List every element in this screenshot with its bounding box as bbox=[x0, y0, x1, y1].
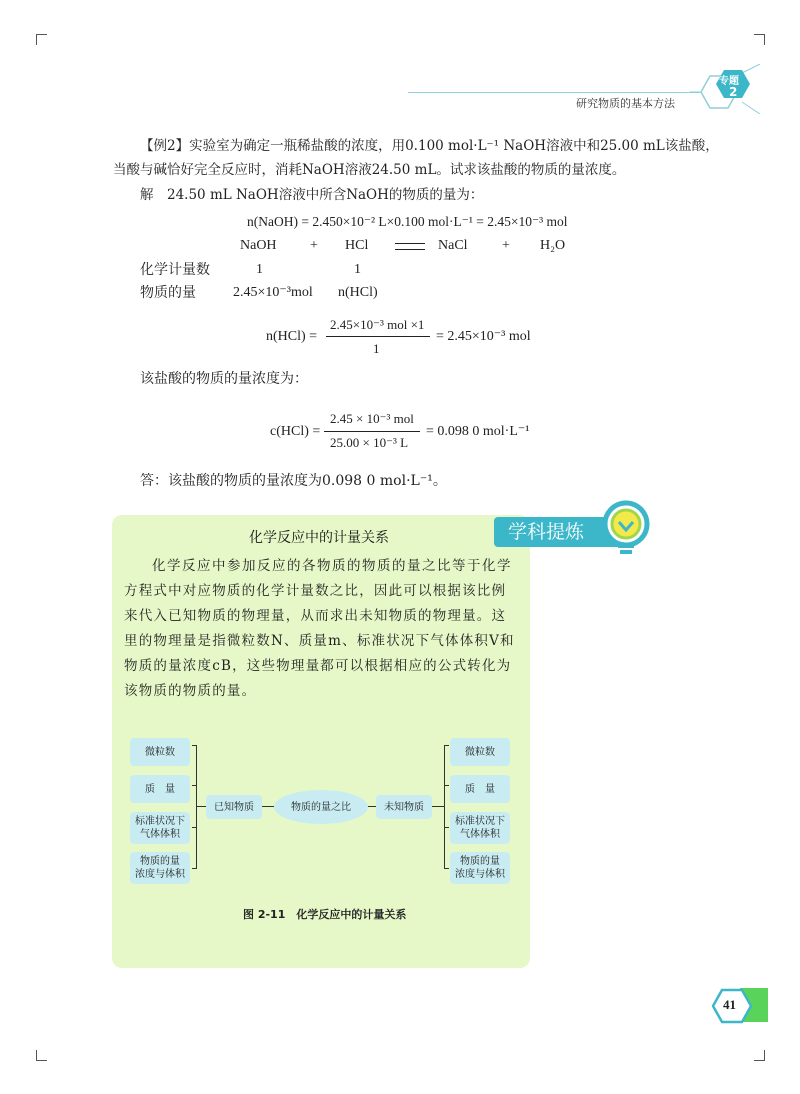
plus-sign-2: + bbox=[502, 238, 510, 253]
right-bracket-tick-2 bbox=[444, 785, 449, 786]
crop-mark-bottom-right bbox=[754, 1050, 765, 1061]
amount-naoh: 2.45×10⁻³mol bbox=[233, 285, 313, 300]
crop-mark-top-left bbox=[36, 34, 47, 45]
right-box-gas-volume: 标准状况下 气体体积 bbox=[450, 812, 510, 844]
left-bracket-tick-4 bbox=[192, 868, 197, 869]
product-nacl: NaCl bbox=[438, 238, 468, 253]
coefficient-hcl: 1 bbox=[354, 262, 361, 277]
right-bracket-tick-1 bbox=[444, 745, 449, 746]
figure-caption: 图 2-11 化学反应中的计量关系 bbox=[243, 908, 407, 921]
known-to-center-line bbox=[262, 806, 274, 807]
coefficient-naoh: 1 bbox=[256, 262, 263, 277]
page-number: 41 bbox=[723, 997, 736, 1012]
right-box-particles: 微粒数 bbox=[450, 738, 510, 766]
coefficient-label: 化学计量数 bbox=[140, 262, 210, 278]
left-bracket-tick-1 bbox=[192, 745, 197, 746]
right-bracket-tick-3 bbox=[444, 827, 449, 828]
panel-title: 化学反应中的计量关系 bbox=[249, 530, 389, 546]
amount-hcl: n(HCl) bbox=[338, 285, 378, 300]
right-connector bbox=[432, 806, 444, 807]
product-h2o: H₂O bbox=[540, 238, 566, 253]
fraction-2-numerator: 2.45 × 10⁻³ mol bbox=[330, 411, 414, 426]
fraction-2-rhs: = 0.098 0 mol·L⁻¹ bbox=[426, 424, 530, 439]
left-box-particles: 微粒数 bbox=[130, 738, 190, 766]
fraction-1-bar bbox=[326, 336, 430, 337]
panel-line-4: 里的物理量是指微粒数N、质量m、标准状况下气体体积V和 bbox=[124, 633, 515, 649]
reactant-hcl: HCl bbox=[345, 238, 369, 253]
lightbulb-icon bbox=[600, 500, 652, 558]
reactant-naoh: NaOH bbox=[240, 238, 277, 253]
crop-mark-top-right bbox=[754, 34, 765, 45]
right-bracket-vertical bbox=[444, 745, 445, 869]
example-label: 【例2】 bbox=[140, 138, 190, 154]
concentration-intro: 该盐酸的物质的量浓度为： bbox=[140, 371, 308, 387]
panel-line-3: 来代入已知物质的物理量，从而求出未知物质的物理量。这 bbox=[124, 608, 507, 624]
solution-intro: 解 24.50 mL NaOH溶液中所含NaOH的物质的量为： bbox=[140, 187, 484, 203]
fraction-1-lhs: n(HCl) = bbox=[266, 329, 318, 344]
example-line-2: 当酸与碱恰好完全反应时，消耗NaOH溶液24.50 mL。试求该盐酸的物质的量浓度。 bbox=[113, 162, 626, 178]
panel-badge-label: 学科提炼 bbox=[508, 521, 585, 543]
chapter-number: 2 bbox=[729, 85, 738, 99]
fraction-2-lhs: c(HCl) = bbox=[270, 424, 321, 439]
equals-sign bbox=[395, 243, 425, 250]
left-connector bbox=[196, 806, 206, 807]
plus-sign-1: + bbox=[310, 238, 318, 253]
amount-label: 物质的量 bbox=[140, 285, 196, 301]
left-box-mass: 质 量 bbox=[130, 775, 190, 803]
chapter-label: 专题 bbox=[719, 76, 739, 87]
running-title: 研究物质的基本方法 bbox=[576, 97, 675, 110]
panel-line-1: 化学反应中参加反应的各物质的物质的量之比等于化学 bbox=[152, 558, 512, 574]
example-text-1: 实验室为确定一瓶稀盐酸的浓度，用0.100 mol·L⁻¹ NaOH溶液中和25.00 mL该盐酸， bbox=[189, 138, 719, 154]
example-line-1 bbox=[140, 135, 719, 157]
left-box-concentration: 物质的量 浓度与体积 bbox=[130, 852, 190, 884]
answer-line: 答：该盐酸的物质的量浓度为0.098 0 mol·L⁻¹。 bbox=[140, 473, 447, 489]
crop-mark-bottom-left bbox=[36, 1050, 47, 1061]
left-bracket-vertical bbox=[196, 745, 197, 869]
left-box-gas-volume: 标准状况下 气体体积 bbox=[130, 812, 190, 844]
equation-n-naoh: n(NaOH) = 2.450×10⁻² L×0.100 mol·L⁻¹ = 2.45×10⁻³ mol bbox=[247, 214, 568, 229]
fraction-1-denominator: 1 bbox=[373, 341, 380, 356]
panel-line-6: 该物质的物质的量。 bbox=[124, 683, 257, 699]
panel-line-5: 物质的量浓度cB，这些物理量都可以根据相应的公式转化为 bbox=[124, 658, 512, 674]
right-box-concentration: 物质的量 浓度与体积 bbox=[450, 852, 510, 884]
center-ratio-ellipse: 物质的量之比 bbox=[274, 790, 368, 824]
right-bracket-tick-4 bbox=[444, 868, 449, 869]
left-bracket-tick-2 bbox=[192, 785, 197, 786]
panel-line-2: 方程式中对应物质的化学计量数之比，因此可以根据该比例 bbox=[124, 583, 507, 599]
header-rule bbox=[408, 92, 708, 93]
right-box-mass: 质 量 bbox=[450, 775, 510, 803]
known-substance-box: 已知物质 bbox=[206, 795, 262, 819]
left-bracket-tick-3 bbox=[192, 827, 197, 828]
fraction-2-denominator: 25.00 × 10⁻³ L bbox=[330, 435, 409, 450]
fraction-1-numerator: 2.45×10⁻³ mol ×1 bbox=[330, 317, 425, 332]
fraction-1-rhs: = 2.45×10⁻³ mol bbox=[436, 329, 531, 344]
unknown-substance-box: 未知物质 bbox=[376, 795, 432, 819]
